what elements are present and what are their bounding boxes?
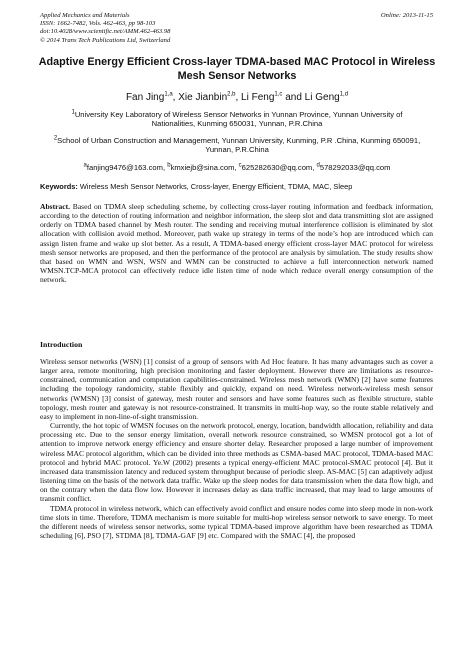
author-name: Li Geng [304, 92, 340, 103]
author-affiliation-mark: 2,b [227, 91, 236, 98]
author-name: Xie Jianbin [178, 92, 228, 103]
paragraph: Wireless sensor networks (WSN) [1] consist of a group of sensors with Ad Hoc feature. It has many advantages such as cover a larger area, remote monitoring, high precision monitoring and faster deployment. However there are limitations as resource-constrained, communication and computation capabilities-constrained. Wireless mesh network (WMN) [2] have some features including the topology randomicity, stable flexibly and quickly, expand on need. Wireless network-wireless mesh sensor networks (WMSN) [3] consist of gateway, mesh router and sensors and have some features such as flexible structure, stable topology, mesh router and gateway is not resource-constrained. It transmits in multi-hop way, so the route stable relatively and easy to implement in non-line-of-sight transmission. [40, 357, 433, 421]
keywords [40, 182, 433, 191]
doi-line: doi:10.4028/www.scientific.net/AMM.462-463.98 [40, 28, 171, 36]
email-address[interactable]: fanjing9476@163.com [86, 163, 163, 172]
abstract [40, 202, 433, 284]
online-date: Online: 2013-11-15 [380, 12, 433, 19]
keywords-label: Keywords: [40, 182, 78, 191]
abstract-text: Based on TDMA sleep scheduling scheme, by collecting cross-layer routing information and feedback information, according to the detection of routing information and neighbor information, the sleep slot and data transmitting slot are assigned orderly on TDMA based channel by Mesh router. The sending and receiving mutual interference collision is eliminated by slot allocation with collision avoid method. Moreover, path wake up strategy in terms of the node’s hop are introduced which can assign listen frame and wake up slot better. As a result, A TDMA-based energy efficient cross-layer MAC protocol for wireless mesh sensor networks are proposed, and then the performance of the protocol are analysis by simulation. The study results show that based on WMN and WSN, WSN and WMN can be constructed to achieve a full interconnection network named WMSN.TCP-MCA protocol can effectively reduce idle listen time of node which reduce overall energy consumption of the network. [40, 202, 433, 285]
email-address[interactable]: 625282630@qq.com [241, 163, 313, 172]
copyright-line: © 2014 Trans Tech Publications Ltd, Switzerland [40, 36, 171, 44]
author-name: Li Feng [241, 92, 275, 103]
author-list: Fan Jing$^{1,a}$, Xie Jianbin$^{2,b}$, Li Feng$^{1,c}$ and Li Geng$^{1,d}$ [125, 91, 349, 103]
abstract-label: Abstract. [40, 202, 70, 211]
journal-name: Applied Mechanics and Materials [40, 12, 130, 19]
email-address[interactable]: kmxiejb@sina.com [170, 163, 235, 172]
paper-title: Adaptive Energy Efficient Cross-layer TDMA-based MAC Protocol in Wireless Mesh Sensor Networks [38, 56, 436, 82]
introduction-body [40, 357, 433, 540]
section-heading-introduction: Introduction [40, 340, 83, 349]
author-name: Fan Jing [125, 92, 165, 103]
email-list: $^a$fanjing9476@163.com, $^b$kmxiejb@sina.com, $^c$625282630@qq.com, $^d$578292033@qq.com [83, 162, 391, 172]
journal-header [40, 12, 433, 45]
affiliation-2: $^2$School of Urban Construction and Management, Yunnan University, Kunming, P.R .China, Kunming 650091, Yunnan, P.R.China [53, 135, 421, 155]
paragraph: Currently, the hot topic of WMSN focuses on the network protocol, energy, location, bandwidth allocation, reliability and data processing etc. Due to the sensor energy limitation, overall network resource constrained, so WMSN protocol got a lot of attention to improve network energy efficiency and ensure shorter delay. Researcher proposed a large number of improvement wireless MAC protocol algorithm, which can be divided into three methods as CSMA-based MAC protocol, TDMA-based MAC protocol and hybrid MAC protocol. Ye.W (2002) presents a typical energy-efficient MAC protocol-SMAC protocol [4]. But it increased data transmission latency and reduced system throughput because of periodic sleep. AS-MAC [5] can adaptively adjust listening time on the basis of the network data traffic. Wake up the sleep nodes for data transmission when the data flow high, and on the contrary when the data flow low. However it increases delay as data traffic increased, that may lead to large amounts of transmit conflict. [40, 421, 433, 504]
author-affiliation-mark: 1,d [339, 91, 349, 98]
author-affiliation-mark: 1,a [164, 91, 173, 98]
affiliation-1: $^1$University Key Laboratory of Wireless Sensor Networks in Yunnan Province, Yunnan University of Nationalities, Kunming 650031, Yunnan, P.R.China [71, 109, 403, 129]
email-address[interactable]: 578292033@qq.com [319, 163, 391, 172]
author-affiliation-mark: 1,c [274, 91, 283, 98]
keywords-text: Wireless Mesh Sensor Networks, Cross-layer, Energy Efficient, TDMA, MAC, Sleep [79, 182, 353, 191]
issn-line: ISSN: 1662-7482, Vols. 462-463, pp 98-103 [40, 20, 156, 28]
paragraph: TDMA protocol in wireless network, which can effectively avoid conflict and ensure nodes come into sleep mode in non-work time slots in time. Therefore, TDMA mechanism is more suitable for multi-hop wireless sensor network to save energy. To meet the different needs of wireless sensor networks, some typical TDMA-based improve algorithm have been researched as TDMA scheduling [6], PSO [7], STDMA [8], TDMA-GAF [9] etc. Compared with the SMAC [4], the proposed [40, 503, 433, 540]
